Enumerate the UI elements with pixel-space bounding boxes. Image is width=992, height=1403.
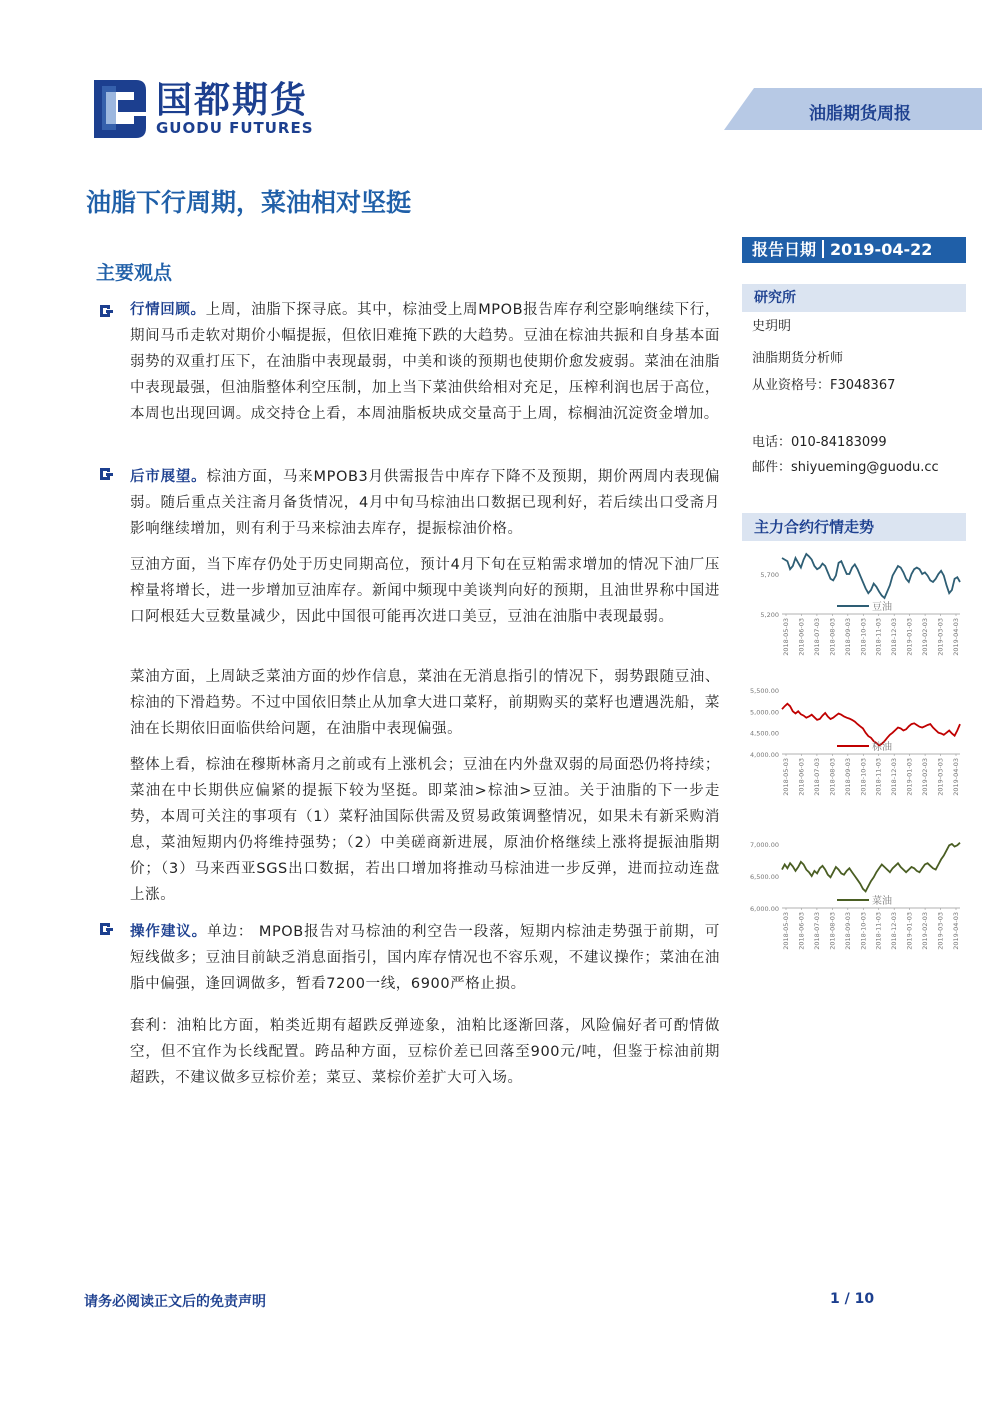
x-tick-label: 2018-12-03 [890, 912, 899, 950]
x-tick-label: 2018-12-03 [890, 618, 899, 656]
page-number: 1 / 10 [830, 1291, 875, 1307]
x-tick-label: 2018-07-03 [812, 618, 821, 656]
bullet-icon [98, 921, 114, 937]
analyst-license: 从业资格号：F3048367 [752, 378, 896, 393]
y-tick-label: 6,000.00 [750, 905, 779, 913]
outlook-paragraph-palm [130, 464, 720, 542]
rapeseed-oil-chart [742, 838, 966, 962]
date-separator [822, 240, 824, 258]
y-tick-label: 4,000.00 [750, 751, 779, 759]
x-tick-label: 2018-10-03 [859, 912, 868, 950]
logo-chinese-name: 国都期货 [156, 80, 309, 121]
outlook-paragraph-rapeseed: 菜油方面，上周缺乏菜油方面的炒作信息，菜油在无消息指引的情况下，弱势跟随豆油、棕油的下滑趋势。不过中国依旧禁止从加拿大进口菜籽，前期购买的菜籽也遭遇洗船，菜油在长期依旧面临供给问题，在油脂中表现偏强。 [130, 669, 720, 737]
strategy-arbitrage-paragraph: 套利：油粕比方面，粕类近期有超跌反弹迹象，油粕比逐渐回落，风险偏好者可酌情做空，但不宜作为长线配置。跨品种方面，豆棕价差已回落至900元/吨，但鉴于棕油前期超跌，不建议做多豆棕价差；菜豆、菜棕价差扩大可入场。 [130, 1018, 720, 1086]
x-tick-label: 2019-04-03 [952, 618, 960, 656]
x-tick-label: 2019-02-03 [921, 912, 930, 950]
x-tick-label: 2019-03-03 [936, 758, 945, 796]
x-tick-label: 2018-09-03 [843, 912, 852, 950]
y-tick-label: 5,700 [760, 571, 779, 579]
strategy-paragraph [130, 919, 720, 997]
company-logo-icon [88, 76, 150, 140]
outlook-paragraph-soy: 豆油方面，当下库存仍处于历史同期高位，预计4月下旬在豆粕需求增加的情况下油厂压榨量将增长，进一步增加豆油库存。新闻中频现中美谈判向好的预期，且油世界称中国进口阿根廷大豆数量减少，因此中国很可能再次进口美豆，豆油在油脂中表现最弱。 [130, 557, 720, 625]
x-tick-label: 2018-08-03 [828, 758, 837, 796]
report-date-value: 2019-04-22 [830, 240, 933, 259]
report-date-box [742, 237, 966, 263]
x-tick-label: 2018-11-03 [874, 758, 883, 796]
x-tick-label: 2018-06-03 [797, 912, 806, 950]
x-tick-label: 2018-05-03 [782, 912, 790, 950]
legend-label: 菜油 [872, 896, 892, 907]
x-tick-label: 2018-06-03 [797, 758, 806, 796]
legend-label: 豆油 [872, 602, 892, 613]
y-tick-label: 7,000.00 [750, 841, 779, 849]
x-tick-label: 2018-07-03 [812, 912, 821, 950]
x-tick-label: 2019-04-03 [952, 912, 960, 950]
x-tick-label: 2019-01-03 [905, 618, 914, 656]
outlook-lead: 后市展望。 [130, 469, 207, 485]
disclaimer-notice[interactable]: 请务必阅读正文后的免责声明 [84, 1294, 266, 1310]
y-tick-label: 5,500.00 [750, 687, 779, 695]
x-tick-label: 2018-09-03 [843, 618, 852, 656]
x-tick-label: 2019-03-03 [936, 618, 945, 656]
x-tick-label: 2019-03-03 [936, 912, 945, 950]
x-tick-label: 2018-07-03 [812, 758, 821, 796]
strategy-single-text: 单边： MPOB报告对马棕油的利空告一段落，短期内棕油走势强于前期，可短线做多；豆油目前缺乏消息面指引，国内库存情况也不容乐观，不建议操作；菜油在油脂中偏强，逢回调做多，暂看7200一线，6900严格止损。 [130, 924, 721, 992]
x-tick-label: 2018-08-03 [828, 618, 837, 656]
soybean-oil-chart [742, 544, 966, 668]
chart-section-header: 主力合约行情走势 [742, 513, 966, 541]
market-review-paragraph [130, 297, 720, 427]
series-line [782, 704, 960, 746]
report-title: 油脂下行周期，菜油相对坚挺 [86, 188, 412, 217]
series-line [782, 843, 960, 892]
x-tick-label: 2018-08-03 [828, 912, 837, 950]
x-tick-label: 2019-01-03 [905, 912, 914, 950]
market-review-text: 上周，油脂下探寻底。其中，棕油受上周MPOB报告库存利空影响继续下行，期间马币走软对期价小幅提振，但依旧难掩下跌的大趋势。豆油在棕油共振和自身基本面弱势的双重打压下，在油脂中表现最弱，中美和谈的预期也使期价愈发疲弱。菜油在油脂中表现最强，但油脂整体利空压制，加上当下菜油供给相对充足，压榨利润也居于高位，本周也出现回调。成交持仓上看，本周油脂板块成交量高于上周，棕榈油沉淀资金增加。 [130, 302, 720, 422]
analyst-title: 油脂期货分析师 [752, 351, 844, 366]
report-type-label: 油脂期货周报 [809, 104, 911, 124]
series-line [782, 554, 960, 598]
analyst-name: 史玥明 [752, 319, 792, 334]
x-tick-label: 2018-06-03 [797, 618, 806, 656]
x-tick-label: 2018-11-03 [874, 618, 883, 656]
analyst-email[interactable]: 邮件：shiyueming@guodu.cc [752, 460, 939, 475]
bullet-icon [98, 303, 114, 319]
y-tick-label: 5,200 [760, 611, 779, 619]
x-tick-label: 2018-11-03 [874, 912, 883, 950]
x-tick-label: 2019-02-03 [921, 618, 930, 656]
logo-english-name: GUODU FUTURES [156, 119, 314, 137]
outlook-paragraph-overall: 整体上看，棕油在穆斯林斋月之前或有上涨机会；豆油在内外盘双弱的局面恐仍将持续；菜油在中长期供应偏紧的提振下较为坚挺。即菜油>棕油>豆油。关于油脂的下一步走势，本周可关注的事项有（1）菜籽油国际供需及贸易政策调整情况，如果未有新采购消息，菜油短期内仍将维持强势；（2）中美磋商新进展，原油价格继续上涨将提振油脂期价；（3）马来西亚SGS出口数据，若出口增加将推动马棕油进一步反弹，进而拉动连盘上涨。 [130, 757, 720, 903]
y-tick-label: 4,500.00 [750, 729, 779, 738]
bullet-icon [98, 466, 114, 482]
institute-header: 研究所 [742, 284, 966, 312]
outlook-palm-text: 棕油方面，马来MPOB3月供需报告中库存下降不及预期，期价两周内表现偏弱。随后重点关注斋月备货情况，4月中旬马棕油出口数据已现利好，若后续出口受斋月影响继续增加，则有利于马来棕油去库存，提振棕油价格。 [130, 469, 720, 537]
main-points-heading: 主要观点 [96, 262, 173, 284]
x-tick-label: 2019-02-03 [921, 758, 930, 796]
market-review-lead: 行情回顾。 [130, 302, 206, 318]
palm-oil-chart [742, 684, 966, 808]
y-tick-label: 5,000.00 [750, 708, 779, 717]
x-tick-label: 2018-12-03 [890, 758, 899, 796]
x-tick-label: 2019-04-03 [952, 758, 960, 796]
x-tick-label: 2018-05-03 [782, 618, 790, 656]
x-tick-label: 2018-09-03 [843, 758, 852, 796]
x-tick-label: 2018-10-03 [859, 758, 868, 796]
legend-label: 棕油 [872, 742, 892, 753]
report-date-label: 报告日期 [752, 240, 817, 259]
y-tick-label: 6,500.00 [750, 873, 779, 881]
strategy-lead: 操作建议。 [130, 924, 208, 940]
analyst-phone: 电话：010-84183099 [752, 435, 887, 450]
x-tick-label: 2018-10-03 [859, 618, 868, 656]
x-tick-label: 2019-01-03 [905, 758, 914, 796]
x-tick-label: 2018-05-03 [782, 758, 790, 796]
